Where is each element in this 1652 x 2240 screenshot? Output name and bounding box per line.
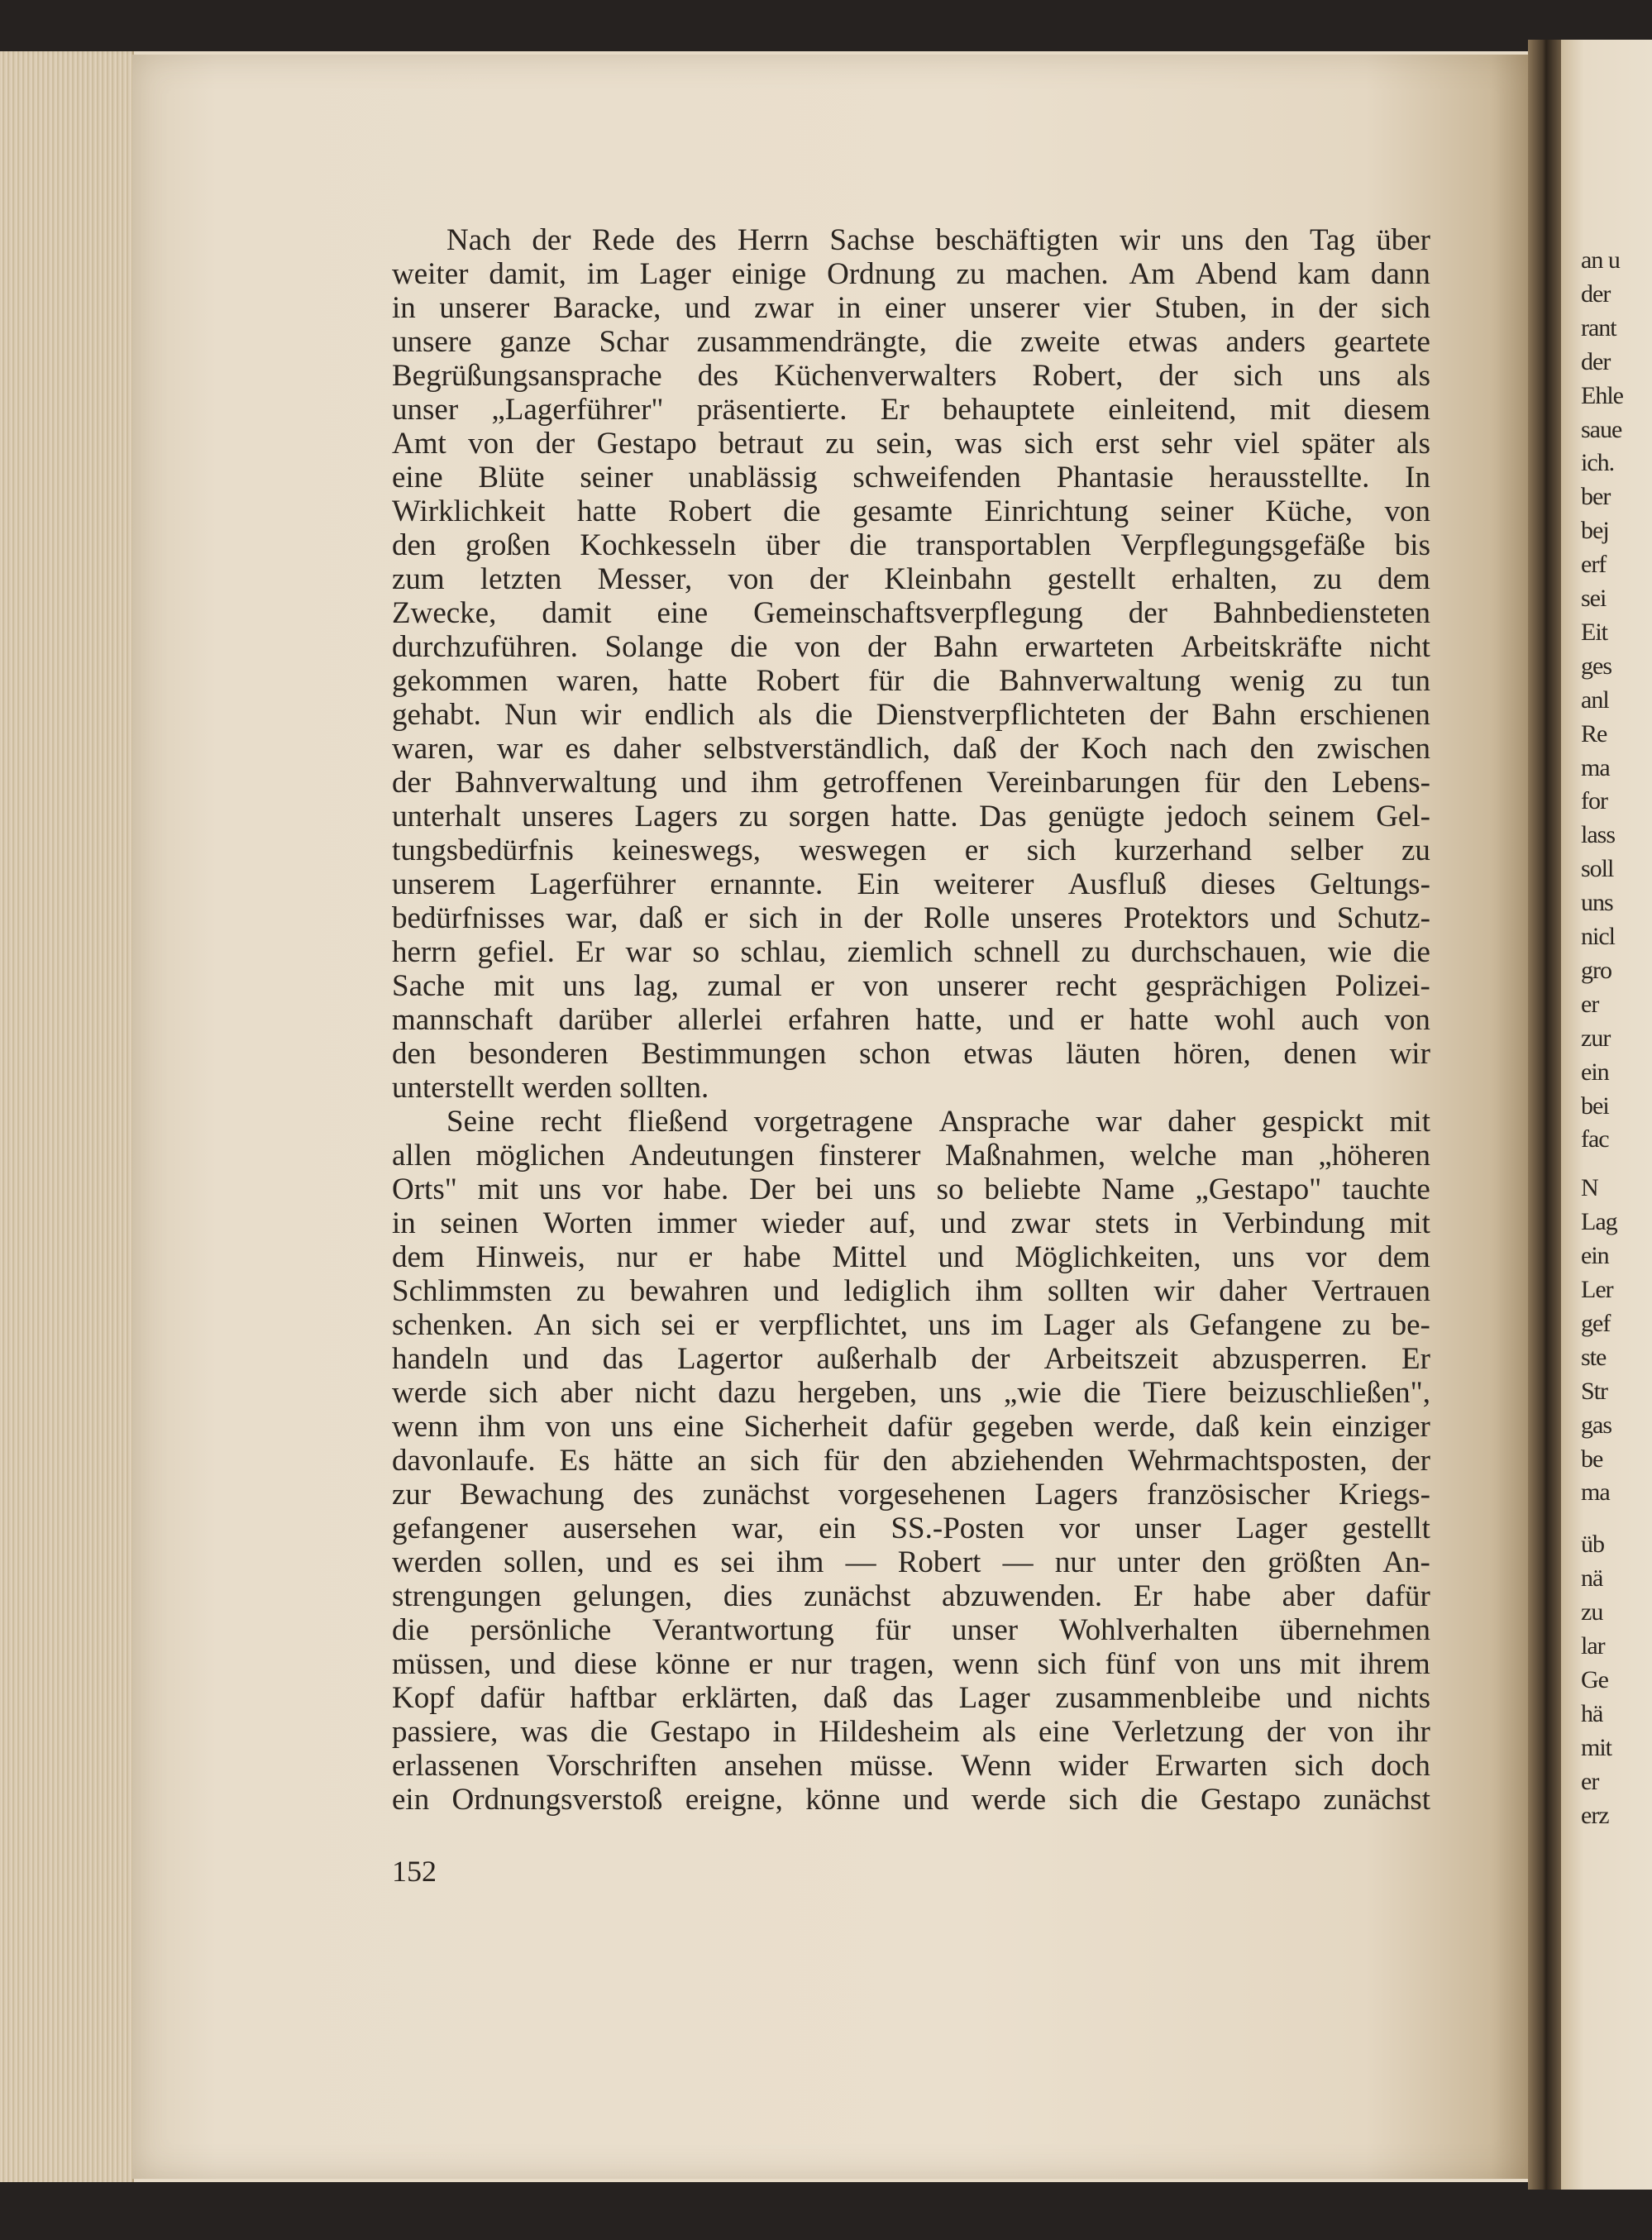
text-line: eine Blüte seiner unablässig schweifenden Phantasie herausstellte. In [392,461,1430,494]
text-line: werde sich aber nicht dazu hergeben, uns „wie die Tiere beizuschließen", [392,1376,1430,1410]
facing-page-fragment: gef [1581,1309,1611,1337]
facing-page-fragment: ein [1581,1242,1609,1270]
facing-page-fragment: ber [1581,483,1611,511]
text-line: mannschaft darüber allerlei erfahren hatte, und er hatte wohl auch von [392,1003,1430,1037]
facing-page-fragment: üb [1581,1531,1604,1559]
text-line: bedürfnisses war, daß er sich in der Rolle unseres Protektors und Schutz- [392,901,1430,935]
text-line: gehabt. Nun wir endlich als die Dienstverpflichteten der Bahn erschienen [392,698,1430,732]
facing-page-fragment: zur [1581,1024,1611,1052]
text-line: unsere ganze Schar zusammendrängte, die zweite etwas anders geartete [392,325,1430,359]
facing-page-fragment: anl [1581,685,1609,714]
text-line: strengungen gelungen, dies zunächst abzuwenden. Er habe aber dafür [392,1579,1430,1613]
text-line: herrn gefiel. Er war so schlau, ziemlich schnell zu durchschauen, wie die [392,935,1430,969]
text-line: Nach der Rede des Herrn Sachse beschäftigten wir uns den Tag über [446,223,1430,257]
facing-page-edge [1561,40,1652,2190]
text-line: Amt von der Gestapo betraut zu sein, was sich erst sehr viel später als [392,427,1430,461]
text-line: in unserer Baracke, und zwar in einer unserer vier Stuben, in der sich [392,291,1430,325]
text-line: zur Bewachung des zunächst vorgesehenen Lagers französischer Kriegs- [392,1478,1430,1512]
text-line: werden sollen, und es sei ihm — Robert — nur unter den größten An- [392,1545,1430,1579]
facing-page-fragment: lar [1581,1632,1605,1660]
page-number: 152 [392,1855,437,1888]
facing-page-fragment: rant [1581,313,1616,341]
facing-page-fragment: bei [1581,1091,1609,1120]
text-line: müssen, und diese könne er nur tragen, wenn sich fünf von uns mit ihrem [392,1647,1430,1681]
facing-page-fragment: sei [1581,585,1607,612]
page-body-text [392,223,1430,1817]
text-line: gekommen waren, hatte Robert für die Bahnverwaltung wenig zu tun [392,664,1430,698]
text-line: Begrüßungsansprache des Küchenverwalters Robert, der sich uns als [392,359,1430,393]
facing-page-fragment: soll [1581,855,1614,883]
facing-page-fragment: Eit [1581,618,1607,646]
text-line: dem Hinweis, nur er habe Mittel und Möglichkeiten, uns vor dem [392,1240,1430,1274]
facing-page-fragment: Ge [1581,1665,1608,1693]
text-line: weiter damit, im Lager einige Ordnung zu machen. Am Abend kam dann [392,257,1430,291]
text-line: passiere, was die Gestapo in Hildesheim als eine Verletzung der von ihr [392,1715,1430,1749]
facing-page-fragment: der [1581,347,1611,375]
facing-page-fragment: gro [1581,956,1611,984]
text-line: unserem Lagerführer ernannte. Ein weiterer Ausfluß dieses Geltungs- [392,867,1430,901]
facing-page-fragment: Re [1581,719,1607,747]
text-line: schenken. An sich sei er verpflichtet, uns im Lager als Gefangene zu be- [392,1308,1430,1342]
text-line: durchzuführen. Solange die von der Bahn erwarteten Arbeitskräfte nicht [392,630,1430,664]
text-line: zum letzten Messer, von der Kleinbahn gestellt erhalten, zu dem [392,562,1430,596]
text-line: unterhalt unseres Lagers zu sorgen hatte. Das genügte jedoch seinem Gel- [392,800,1430,833]
text-line: die persönliche Verantwortung für unser Wohlverhalten übernehmen [392,1613,1430,1647]
facing-page-fragment: Lag [1581,1208,1617,1236]
text-line: Zwecke, damit eine Gemeinschaftsverpflegung der Bahnbediensteten [392,596,1430,630]
text-line: davonlaufe. Es hätte an sich für den abziehenden Wehrmachtsposten, der [392,1444,1430,1478]
text-line: Schlimmsten zu bewahren und lediglich ihm sollten wir daher Vertrauen [392,1274,1430,1308]
text-line: wenn ihm von uns eine Sicherheit dafür gegeben werde, daß kein einziger [392,1410,1430,1444]
facing-page-fragment: ges [1581,652,1611,680]
facing-page-fragment: mit [1581,1733,1612,1761]
facing-page-fragment: erz [1581,1801,1609,1829]
facing-page-fragment: ma [1581,753,1610,781]
facing-page-fragment: Ehle [1581,381,1623,409]
facing-page-fragment: ma [1581,1478,1610,1507]
facing-page-fragment: N [1581,1174,1598,1202]
facing-page-fragment: be [1581,1445,1603,1473]
facing-page-fragment: Str [1581,1377,1608,1405]
facing-page-fragment: ein [1581,1058,1609,1086]
facing-page-fragment: saue [1581,415,1622,443]
facing-page-fragment: fac [1581,1125,1609,1153]
facing-page-fragment: nicl [1581,923,1615,950]
text-line: allen möglichen Andeutungen finsterer Maßnahmen, welche man „höheren [392,1139,1430,1173]
text-line: den besonderen Bestimmungen schon etwas läuten hören, denen wir [392,1037,1430,1071]
book-fore-edge [0,51,134,2182]
facing-page-fragment: lass [1581,821,1615,849]
text-line: Kopf dafür haftbar erklärten, daß das Lager zusammenbleibe und nichts [392,1681,1430,1715]
text-line: in seinen Worten immer wieder auf, und zwar stets in Verbindung mit [392,1206,1430,1240]
text-line: Wirklichkeit hatte Robert die gesamte Einrichtung seiner Küche, von [392,494,1430,528]
facing-page-fragment: for [1581,787,1607,815]
text-line: tungsbedürfnis keineswegs, weswegen er sich kurzerhand selber zu [392,833,1430,867]
facing-page-fragment: gas [1581,1411,1611,1439]
facing-page-fragment: uns [1581,889,1613,917]
facing-page-fragment: nä [1581,1564,1603,1593]
book-gutter [1528,40,1561,2190]
facing-page-fragment: zu [1581,1598,1603,1626]
facing-page-fragment: der [1581,279,1611,308]
text-line: Orts" mit uns vor habe. Der bei uns so beliebte Name „Gestapo" tauchte [392,1173,1430,1206]
text-line: erlassenen Vorschriften ansehen müsse. Wenn wider Erwarten sich doch [392,1749,1430,1783]
facing-page-fragment: ich. [1581,449,1615,477]
facing-page-fragment: hä [1581,1699,1603,1727]
text-line: den großen Kochkesseln über die transportablen Verpflegungsgefäße bis [392,528,1430,562]
facing-page-fragment: bej [1581,517,1609,545]
text-line: ein Ordnungsverstoß ereigne, könne und werde sich die Gestapo zunächst [392,1783,1430,1817]
text-line: handeln und das Lagertor außerhalb der Arbeitszeit abzusperren. Er [392,1342,1430,1376]
facing-page-fragment: an u [1581,246,1620,274]
text-line: Sache mit uns lag, zumal er von unserer recht gesprächigen Polizei- [392,969,1430,1003]
facing-page-fragment: er [1581,990,1599,1018]
facing-page-fragment: Ler [1581,1276,1613,1303]
facing-page-fragment: erf [1581,551,1607,579]
facing-page-fragment: ste [1581,1343,1607,1371]
text-line: der Bahnverwaltung und ihm getroffenen Vereinbarungen für den Lebens- [392,766,1430,800]
text-line: unterstellt werden sollten. [392,1071,709,1105]
text-line: gefangener ausersehen war, ein SS.-Posten vor unser Lager gestellt [392,1512,1430,1545]
text-line: Seine recht fließend vorgetragene Ansprache war daher gespickt mit [446,1105,1430,1139]
text-line: unser „Lagerführer" präsentierte. Er behauptete einleitend, mit diesem [392,393,1430,427]
facing-page-fragment: er [1581,1767,1599,1795]
text-line: waren, war es daher selbstverständlich, daß der Koch nach den zwischen [392,732,1430,766]
